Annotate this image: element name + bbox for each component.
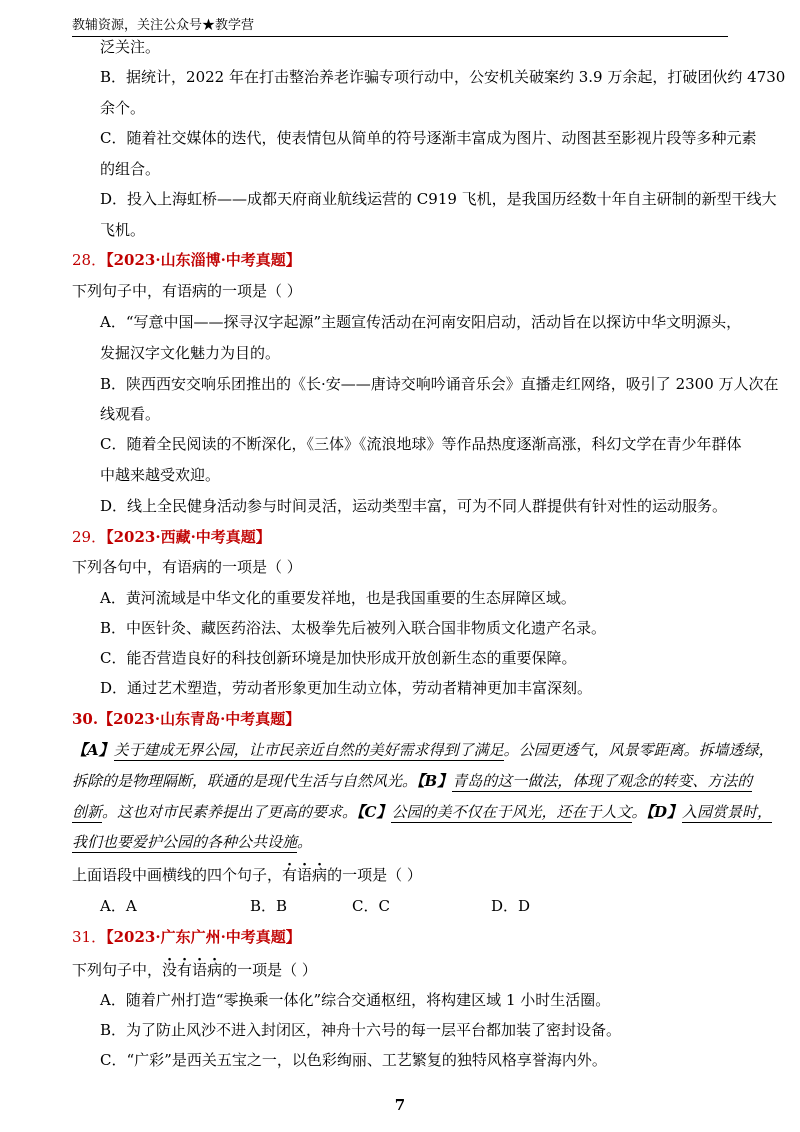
q30-option-c: C．C xyxy=(352,897,390,915)
q28-option-d: D．线上全民健身活动参与时间灵活，运动类型丰富，可为不同人群提供有针对性的运动服务。 xyxy=(100,497,728,515)
page-number: 7 xyxy=(394,1096,406,1114)
q31-stem-post: 的一项是（ ） xyxy=(222,961,317,979)
page-header xyxy=(72,14,728,37)
q31-source-tag: 【2023·广东广州·中考真题】 xyxy=(106,928,301,946)
q30-passage-line4 xyxy=(72,832,312,852)
q30-stem-pre: 上面语段中画横线的四个句子， xyxy=(72,866,283,884)
q27-option-d-line2: 飞机。 xyxy=(100,221,146,239)
q30-sentence-b-cont: 创新 xyxy=(72,803,103,821)
q29-heading xyxy=(72,527,271,547)
q31-emphasis-char: 病 xyxy=(207,961,223,979)
q28-heading xyxy=(72,250,301,270)
header-text: 教辅资源，关注公众号★教学营 xyxy=(72,18,255,33)
q31-option-a: A．随着广州打造“零换乘一体化”综合交通枢纽，将构建区域 1 小时生活圈。 xyxy=(100,991,611,1009)
q30-option-d: D．D xyxy=(491,897,531,915)
q30-stem-post: 的一项是（ ） xyxy=(327,866,422,884)
q28-option-a-line2: 发掘汉字文化魅力为目的。 xyxy=(100,344,281,362)
q30-label-d: 【D】 xyxy=(646,803,683,821)
q28-option-b-line2: 线观看。 xyxy=(100,405,161,423)
q30-sentence-a: 关于建成无界公园，让市民亲近自然的美好需求得到了满足 xyxy=(113,741,504,759)
q29-option-c: C．能否营造良好的科技创新环境是加快形成开放创新生态的重要保障。 xyxy=(100,649,577,667)
q30-passage-text: 拆除的是物理隔断，联通的是现代生活与自然风光。 xyxy=(72,772,418,790)
q30-option-a: A．A xyxy=(100,897,137,915)
q27-option-b-line2: 余个。 xyxy=(100,99,146,117)
q30-sentence-c: 公园的美不仅在于风光，还在于人文 xyxy=(391,803,632,821)
q30-passage-text: 。 xyxy=(631,803,647,821)
q27-option-c-line1: C．随着社交媒体的迭代，使表情包从简单的符号逐渐丰富成为图片、动图甚至影视片段等多种元素 xyxy=(100,129,757,147)
q28-option-a-line1: A．“写意中国——探寻汉字起源”主题宣传活动在河南安阳启动，活动旨在以探访中华文明源头， xyxy=(100,313,742,331)
q30-passage-text: 。这也对市民素养提出了更高的要求。 xyxy=(102,803,358,821)
q30-passage-text: 。公园更透气，风景零距离。拆墙透绿， xyxy=(503,741,774,759)
q30-stem xyxy=(72,865,422,885)
q27-option-c-line2: 的组合。 xyxy=(100,160,161,178)
q31-option-c: C．“广彩”是西关五宝之一，以色彩绚丽、工艺繁复的独特风格享誉海内外。 xyxy=(100,1051,607,1069)
q31-heading xyxy=(72,927,301,947)
q30-sentence-b: 青岛的这一做法，体现了观念的转变、方法的 xyxy=(452,772,753,790)
q28-source-tag: 【2023·山东淄博·中考真题】 xyxy=(106,251,301,269)
q31-emphasis-char: 没 xyxy=(162,961,178,979)
q28-stem: 下列句子中，有语病的一项是（ ） xyxy=(72,282,302,300)
q30-label-b: 【B】 xyxy=(417,772,453,790)
q29-option-b: B．中医针灸、藏医药浴法、太极拳先后被列入联合国非物质文化遗产名录。 xyxy=(100,619,607,637)
q31-number: 31． xyxy=(72,928,107,946)
q30-options-row xyxy=(100,896,660,916)
q29-stem: 下列各句中，有语病的一项是（ ） xyxy=(72,558,302,576)
q30-option-b: B．B xyxy=(250,897,288,915)
q30-sentence-d-cont: 我们也要爱护公园的各种公共设施 xyxy=(72,833,298,851)
q30-emphasis-char: 有 xyxy=(282,866,298,884)
q30-sentence-d: 入园赏景时， xyxy=(682,803,773,821)
q28-option-c-line2: 中越来越受欢迎。 xyxy=(100,466,221,484)
q28-option-c-line1: C．随着全民阅读的不断深化，《三体》《流浪地球》等作品热度逐渐高涨，科幻文学在青少年群体 xyxy=(100,435,742,453)
q29-source-tag: 【2023·西藏·中考真题】 xyxy=(106,528,271,546)
q30-label-a: 【A】 xyxy=(72,741,114,759)
q29-option-d: D．通过艺术塑造，劳动者形象更加生动立体，劳动者精神更加丰富深刻。 xyxy=(100,679,593,697)
q30-emphasis-char: 语 xyxy=(297,866,313,884)
q31-emphasis-char: 语 xyxy=(192,961,208,979)
q31-stem xyxy=(72,960,317,980)
q28-number: 28． xyxy=(72,251,107,269)
q30-number: 30. xyxy=(72,710,99,728)
q30-source-tag: 【2023·山东青岛·中考真题】 xyxy=(98,710,301,728)
q28-option-b-line1: B．陕西西安交响乐团推出的《长·安——唐诗交响吟诵音乐会》直播走红网络，吸引了 2300 万人次在 xyxy=(100,375,779,393)
q31-emphasis-char: 有 xyxy=(177,961,193,979)
q30-passage-line1 xyxy=(72,740,774,760)
q30-emphasis-char: 病 xyxy=(312,866,328,884)
q30-passage-text: 。 xyxy=(297,833,313,851)
q30-passage-line3 xyxy=(72,802,772,822)
q27-option-d-line1: D．投入上海虹桥——成都天府商业航线运营的 C919 飞机，是我国历经数十年自主研制的新型干线大 xyxy=(100,190,777,208)
q31-stem-pre: 下列句子中， xyxy=(72,961,163,979)
q30-passage-line2 xyxy=(72,771,752,791)
q27-option-b-line1: B．据统计，2022 年在打击整治养老诈骗专项行动中，公安机关破案约 3.9 万余起，打破团伙约 4730 xyxy=(100,68,786,86)
q31-option-b: B．为了防止风沙不进入封闭区，神舟十六号的每一层平台都加装了密封设备。 xyxy=(100,1021,622,1039)
q29-option-a: A．黄河流域是中华文化的重要发祥地，也是我国重要的生态屏障区域。 xyxy=(100,589,576,607)
q30-heading xyxy=(72,709,300,729)
q27-a-tail: 泛关注。 xyxy=(100,38,161,56)
q29-number: 29． xyxy=(72,528,107,546)
q30-label-c: 【C】 xyxy=(357,803,392,821)
